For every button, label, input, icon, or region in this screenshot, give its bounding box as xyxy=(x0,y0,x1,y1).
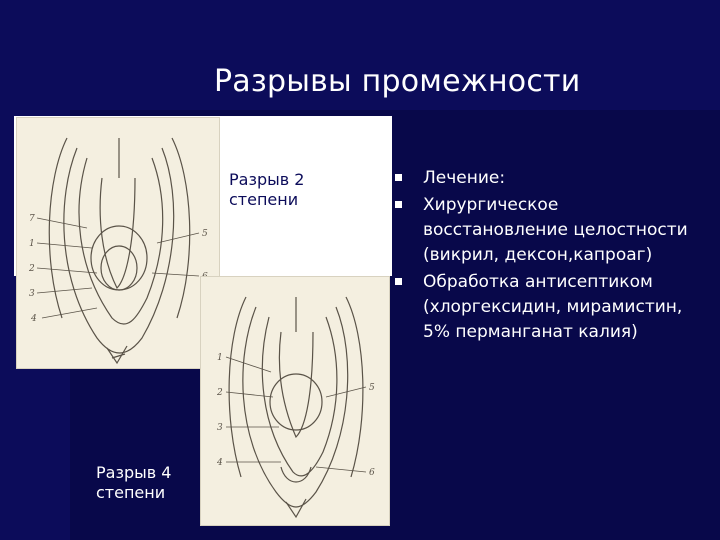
figure-label: 7 xyxy=(29,214,35,224)
anatomical-drawing-top xyxy=(17,118,219,368)
figure-label: 5 xyxy=(202,229,208,239)
bullet-text: Хирургическое восстановление целостности (викрил, дексон,капроаг) xyxy=(423,195,688,265)
figure-label: 6 xyxy=(369,468,375,478)
figure-label: 4 xyxy=(31,314,37,324)
bullet-marker-icon xyxy=(395,201,402,208)
figure-label: 2 xyxy=(217,388,223,398)
bullet-text: Обработка антисептиком (хлоргексидин, мирамистин, 5% перманганат калия) xyxy=(423,272,683,342)
caption-degree-4: Разрыв 4 степени xyxy=(96,463,172,502)
figure-label: 1 xyxy=(29,239,35,249)
figure-degree-2 xyxy=(16,117,220,369)
treatment-list xyxy=(393,166,703,347)
list-item xyxy=(393,166,703,191)
bullet-text: Лечение: xyxy=(423,168,506,188)
slide-title: Разрывы промежности xyxy=(214,64,581,99)
list-item xyxy=(393,193,703,268)
figure-label: 3 xyxy=(217,423,223,433)
figure-label: 4 xyxy=(217,458,223,468)
figure-degree-4 xyxy=(200,276,390,526)
caption-degree-2: Разрыв 2 степени xyxy=(229,170,305,209)
figure-label: 2 xyxy=(29,264,35,274)
bullet-marker-icon xyxy=(395,278,402,285)
anatomical-drawing-bottom xyxy=(201,277,389,525)
figure-label: 1 xyxy=(217,353,223,363)
list-item xyxy=(393,270,703,345)
figure-label: 3 xyxy=(29,289,35,299)
figure-label: 5 xyxy=(369,383,375,393)
bullet-marker-icon xyxy=(395,174,402,181)
